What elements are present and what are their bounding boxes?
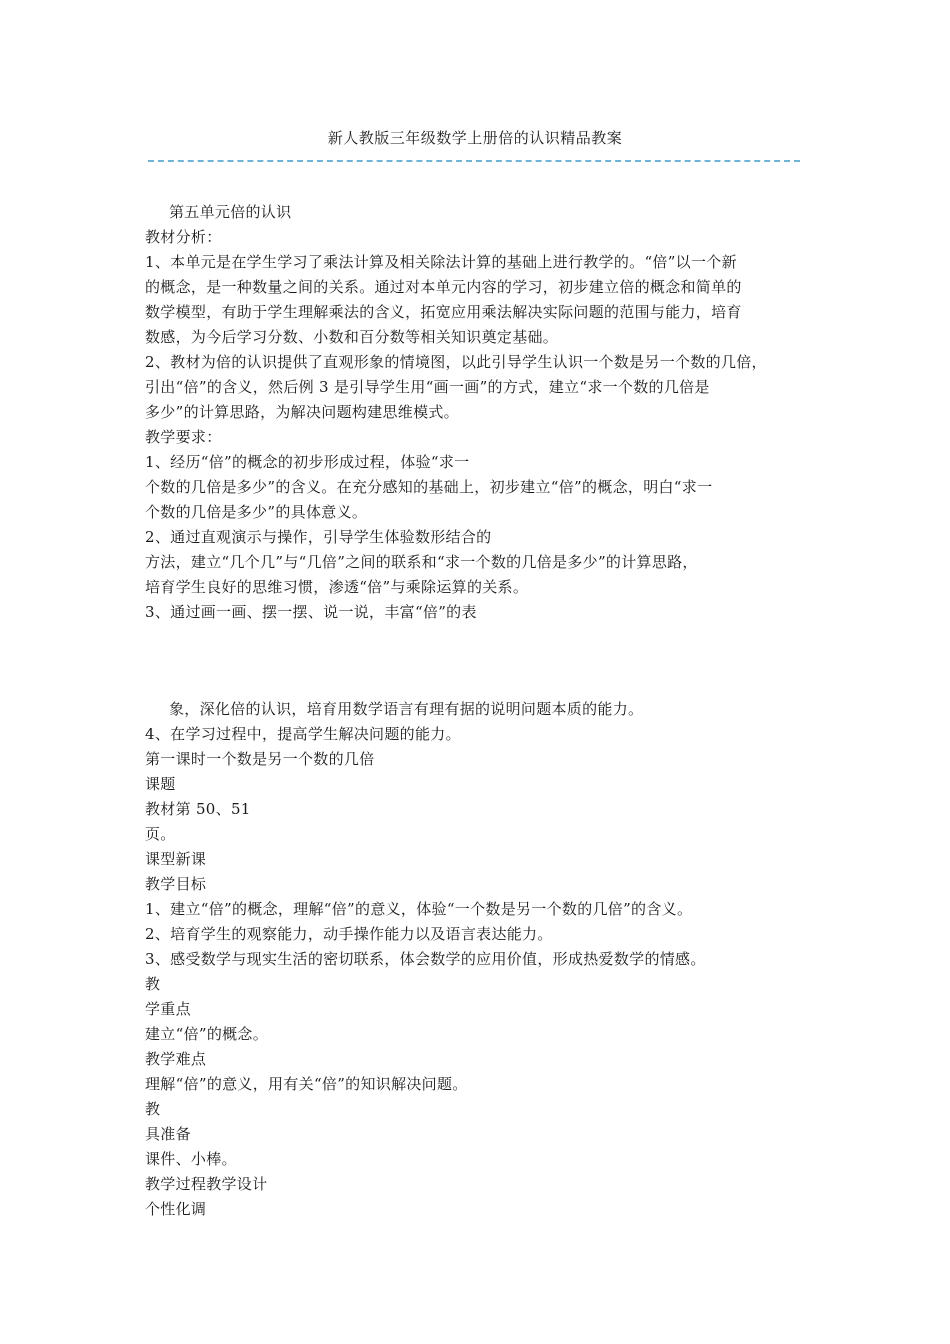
field-label-keypoint: 学重点 (145, 1000, 191, 1018)
paragraph-line: 2、通过直观演示与操作，引导学生体验数形结合的 (145, 528, 492, 546)
title-dashed-rule (148, 160, 800, 162)
document-title: 新人教版三年级数学上册倍的认识精品教案 (327, 129, 623, 147)
paragraph-line: 2、教材为倍的认识提供了直观形象的情境图，以此引导学生认识一个数是另一个数的几倍， (145, 353, 767, 371)
field-label-keypoint-part: 教 (145, 975, 161, 993)
paragraph-line: 多少”的计算思路，为解决问题构建思维模式。 (145, 403, 459, 421)
field-value-prep: 课件、小棒。 (145, 1150, 237, 1168)
section-heading-analysis: 教材分析： (145, 228, 222, 246)
paragraph-line: 引出“倍”的含义，然后例 3 是引导学生用“画一画”的方式，建立“求一个数的几倍是 (145, 378, 710, 396)
field-label-prep-part: 教 (145, 1100, 161, 1118)
paragraph-line: 1、本单元是在学生学习了乘法计算及相关除法计算的基础上进行教学的。“倍”以一个新 (145, 253, 737, 271)
field-value-textbook-cont: 页。 (145, 825, 176, 843)
field-label-process: 教学过程教学设计 (145, 1175, 268, 1193)
field-value-keypoint: 建立“倍”的概念。 (145, 1025, 269, 1043)
goal-item: 1、建立“倍”的概念，理解“倍”的意义，体验“一个数是另一个数的几倍”的含义。 (145, 900, 693, 918)
paragraph-line: 数感，为今后学习分数、小数和百分数等相关知识奠定基础。 (145, 328, 559, 346)
paragraph-line: 4、在学习过程中，提高学生解决问题的能力。 (145, 725, 461, 743)
paragraph-line: 个数的几倍是多少”的含义。在充分感知的基础上，初步建立“倍”的概念，明白“求一 (145, 478, 713, 496)
paragraph-line: 的概念，是一种数量之间的关系。通过对本单元内容的学习，初步建立倍的概念和简单的 (145, 278, 742, 296)
field-lesson-type: 课型新课 (145, 850, 207, 868)
field-label-topic: 课题 (145, 775, 176, 793)
paragraph-line: 数学模型，有助于学生理解乘法的含义，拓宽应用乘法解决实际问题的范围与能力，培育 (145, 303, 742, 321)
paragraph-line: 方法，建立“几个几”与“几倍”之间的联系和“求一个数的几倍是多少”的计算思路， (145, 553, 698, 571)
lesson-heading: 第一课时一个数是另一个数的几倍 (145, 750, 375, 768)
section-heading-requirements: 教学要求： (145, 428, 222, 446)
unit-heading: 第五单元倍的认识 (169, 203, 292, 221)
paragraph-line: 3、通过画一画、摆一摆、说一说，丰富“倍”的表 (145, 603, 477, 621)
body-block-1 (145, 200, 815, 625)
goal-item: 3、感受数学与现实生活的密切联系，体会数学的应用价值，形成热爱数学的情感。 (145, 950, 706, 968)
field-label-goals: 教学目标 (145, 875, 207, 893)
paragraph-line: 象，深化倍的认识，培育用数学语言有理有据的说明问题本质的能力。 (169, 700, 644, 718)
field-label-difficulty: 教学难点 (145, 1050, 207, 1068)
paragraph-line: 1、经历“倍”的概念的初步形成过程，体验“求一 (145, 453, 470, 471)
field-label-personal: 个性化调 (145, 1200, 207, 1218)
body-block-2 (145, 697, 815, 1222)
field-value-textbook: 教材第 50、51 (145, 800, 251, 818)
field-label-prep: 具准备 (145, 1125, 191, 1143)
paragraph-line: 培育学生良好的思维习惯，渗透“倍”与乘除运算的关系。 (145, 578, 529, 596)
goal-item: 2、培育学生的观察能力，动手操作能力以及语言表达能力。 (145, 925, 553, 943)
field-value-difficulty: 理解“倍”的意义，用有关“倍”的知识解决问题。 (145, 1075, 468, 1093)
paragraph-line: 个数的几倍是多少”的具体意义。 (145, 503, 368, 521)
